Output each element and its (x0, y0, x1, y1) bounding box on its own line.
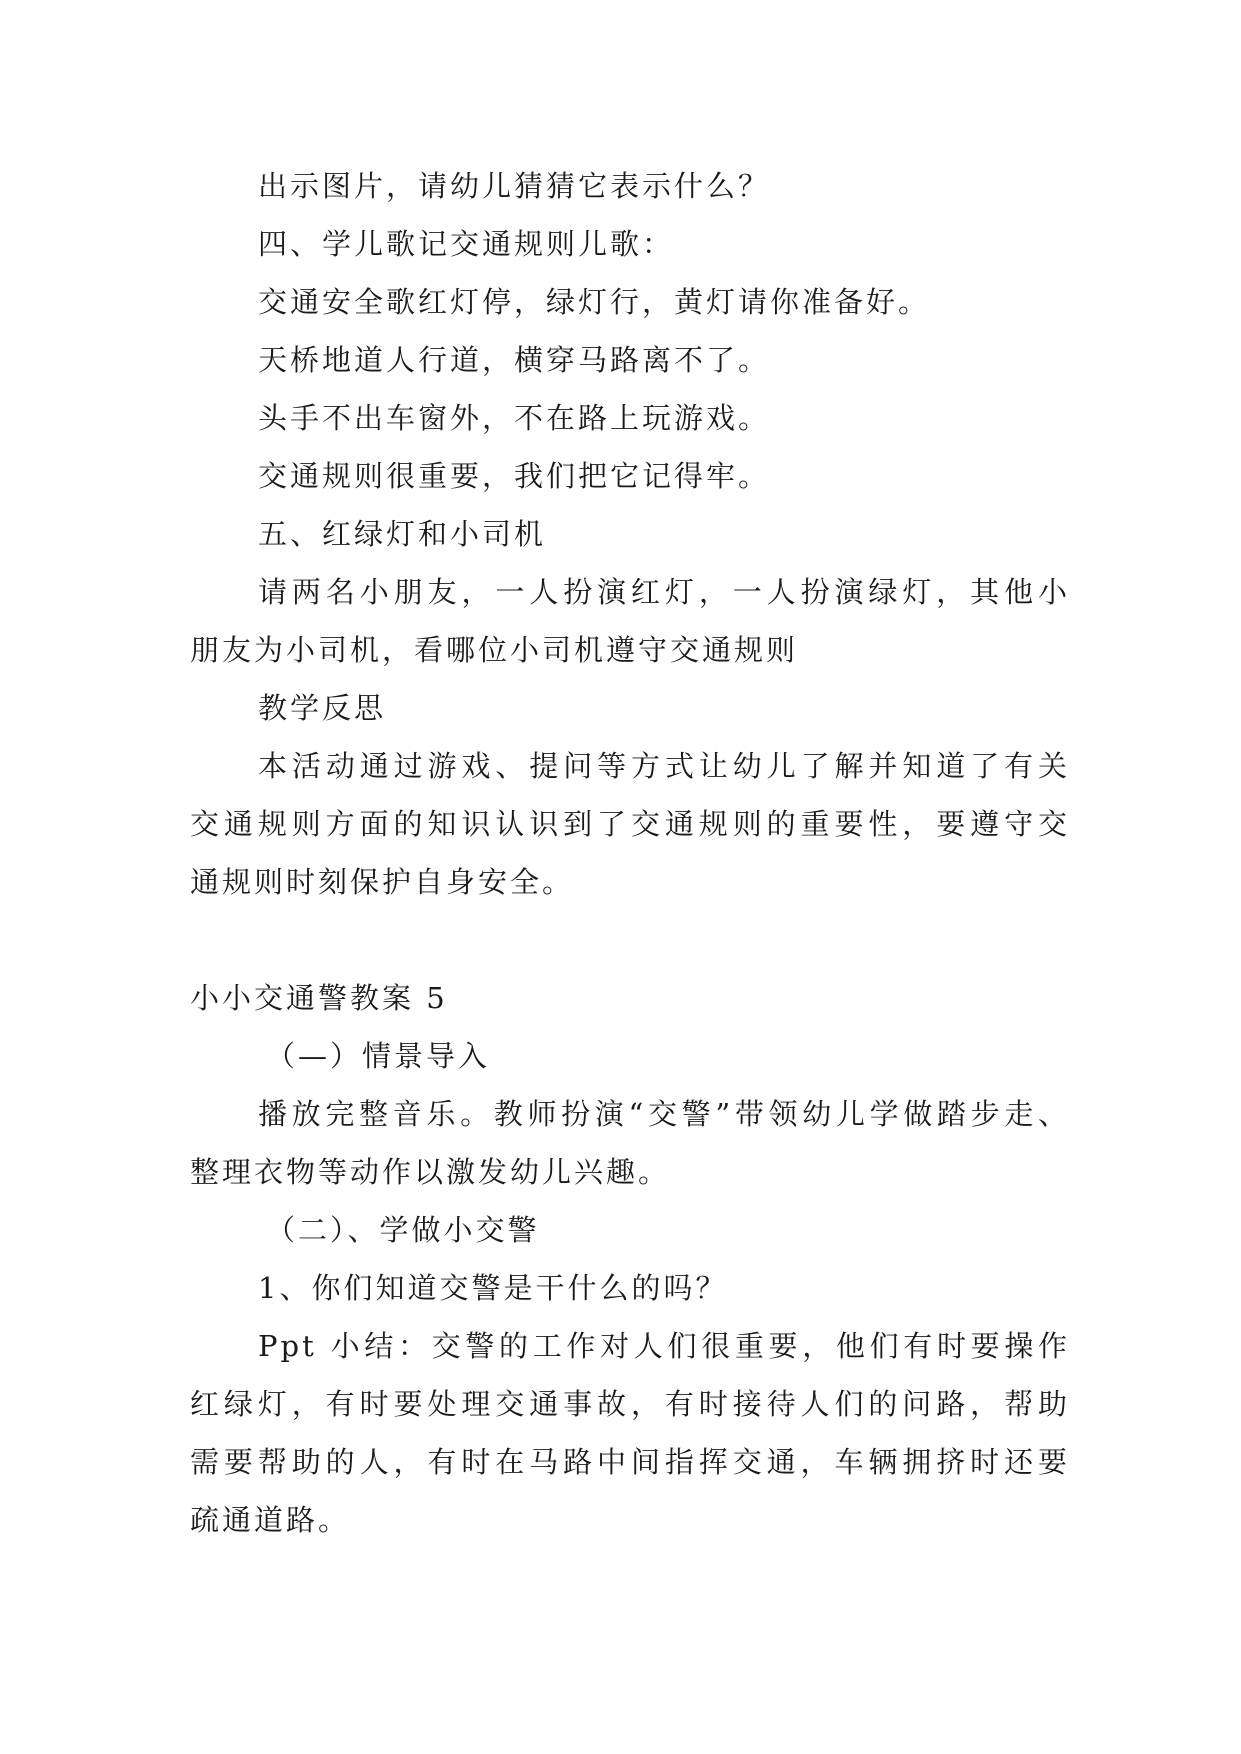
paragraph-line: 头手不出车窗外，不在路上玩游戏。 (258, 401, 771, 435)
paragraph-line: 疏通道路。 (190, 1503, 351, 1537)
paragraph-line: 朋友为小司机，看哪位小司机遵守交通规则 (190, 633, 799, 667)
paragraph-line: 通规则时刻保护自身安全。 (190, 865, 575, 899)
section-heading: 五、红绿灯和小司机 (258, 517, 547, 551)
paragraph-line: 播放完整音乐。教师扮演“交警”带领幼儿学做踏步走、 (258, 1097, 1070, 1131)
section-heading: （—）情景导入 (266, 1039, 491, 1073)
paragraph-line: 出示图片，请幼儿猜猜它表示什么？ (258, 169, 771, 203)
document-title: 小小交通警教案 5 (190, 981, 448, 1015)
paragraph-line: 交通规则方面的知识认识到了交通规则的重要性，要遵守交 (190, 807, 1070, 841)
section-heading: （二）、学做小交警 (266, 1213, 540, 1247)
paragraph-line: 1、你们知道交警是干什么的吗？ (258, 1271, 728, 1305)
paragraph-line: 请两名小朋友，一人扮演红灯，一人扮演绿灯，其他小 (258, 575, 1070, 609)
section-heading: 教学反思 (258, 691, 387, 725)
section-heading: 四、学儿歌记交通规则儿歌： (258, 227, 675, 261)
paragraph-line: 红绿灯，有时要处理交通事故，有时接待人们的问路，帮助 (190, 1387, 1070, 1421)
paragraph-line: 本活动通过游戏、提问等方式让幼儿了解并知道了有关 (258, 749, 1070, 783)
paragraph-line: 需要帮助的人，有时在马路中间指挥交通，车辆拥挤时还要 (190, 1445, 1070, 1479)
paragraph-line: Ppt 小结：交警的工作对人们很重要，他们有时要操作 (258, 1329, 1070, 1363)
paragraph-line: 整理衣物等动作以激发幼儿兴趣。 (190, 1155, 671, 1189)
paragraph-line: 交通安全歌红灯停，绿灯行，黄灯请你准备好。 (258, 285, 931, 319)
paragraph-line: 交通规则很重要，我们把它记得牢。 (258, 459, 771, 493)
paragraph-line: 天桥地道人行道，横穿马路离不了。 (258, 343, 771, 377)
